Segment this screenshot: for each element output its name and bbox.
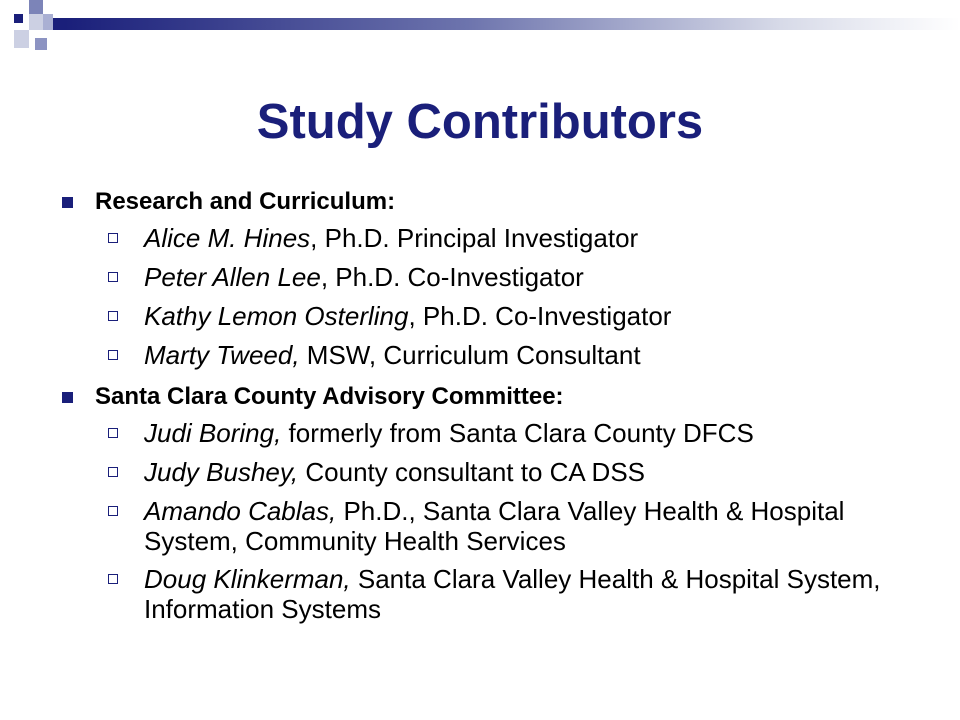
header-gradient-bar: [65, 18, 960, 30]
contributor-role: County consultant to CA DSS: [298, 457, 646, 487]
contributor-name: Alice M. Hines: [144, 223, 311, 253]
section-heading: [60, 184, 940, 220]
hollow-square-icon: [108, 428, 118, 438]
contributor-item: [60, 340, 940, 370]
decor-square-icon: [43, 14, 53, 30]
decor-square-icon: [53, 18, 65, 30]
decor-square-icon: [29, 14, 43, 30]
contributor-item: [60, 457, 940, 487]
slide-body: [60, 184, 940, 632]
section-heading: [60, 379, 940, 415]
section-heading-text: Research and Curriculum:: [95, 188, 396, 215]
contributor-item: [60, 262, 940, 292]
contributor-name: Judy Bushey,: [144, 457, 299, 487]
contributor-name: Marty Tweed,: [144, 340, 300, 370]
contributor-role: Ph.D., Santa Clara Valley Health & Hospital System, Community Health Services: [144, 496, 845, 556]
hollow-square-icon: [108, 350, 118, 360]
slide-title: Study Contributors: [256, 95, 704, 149]
decor-square-icon: [35, 38, 47, 50]
decor-square-icon: [14, 30, 29, 48]
hollow-square-icon: [108, 311, 118, 321]
contributor-item: [60, 564, 940, 624]
contributor-role: , Ph.D. Principal Investigator: [310, 223, 639, 253]
decor-square-icon: [29, 0, 43, 14]
filled-square-icon: [62, 392, 73, 403]
contributor-role: formerly from Santa Clara County DFCS: [281, 418, 754, 448]
filled-square-icon: [62, 197, 73, 208]
contributor-item: [60, 301, 940, 331]
contributor-role: Santa Clara Valley Health & Hospital System, Information Systems: [144, 564, 881, 624]
section-heading-text: Santa Clara County Advisory Committee:: [95, 383, 564, 410]
contributor-name: Kathy Lemon Osterling: [144, 301, 409, 331]
contributor-role: MSW, Curriculum Consultant: [299, 340, 641, 370]
hollow-square-icon: [108, 233, 118, 243]
contributor-item: [60, 418, 940, 448]
hollow-square-icon: [108, 506, 118, 516]
contributor-name: Amando Cablas,: [144, 496, 337, 526]
contributor-name: Doug Klinkerman,: [144, 564, 351, 594]
contributor-item: [60, 496, 940, 556]
contributor-name: Peter Allen Lee: [144, 262, 321, 292]
contributor-role: , Ph.D. Co-Investigator: [320, 262, 584, 292]
contributor-name: Judi Boring,: [144, 418, 282, 448]
contributor-role: , Ph.D. Co-Investigator: [408, 301, 672, 331]
hollow-square-icon: [108, 272, 118, 282]
hollow-square-icon: [108, 467, 118, 477]
hollow-square-icon: [108, 574, 118, 584]
decor-square-icon: [14, 14, 23, 23]
contributor-item: [60, 223, 940, 253]
